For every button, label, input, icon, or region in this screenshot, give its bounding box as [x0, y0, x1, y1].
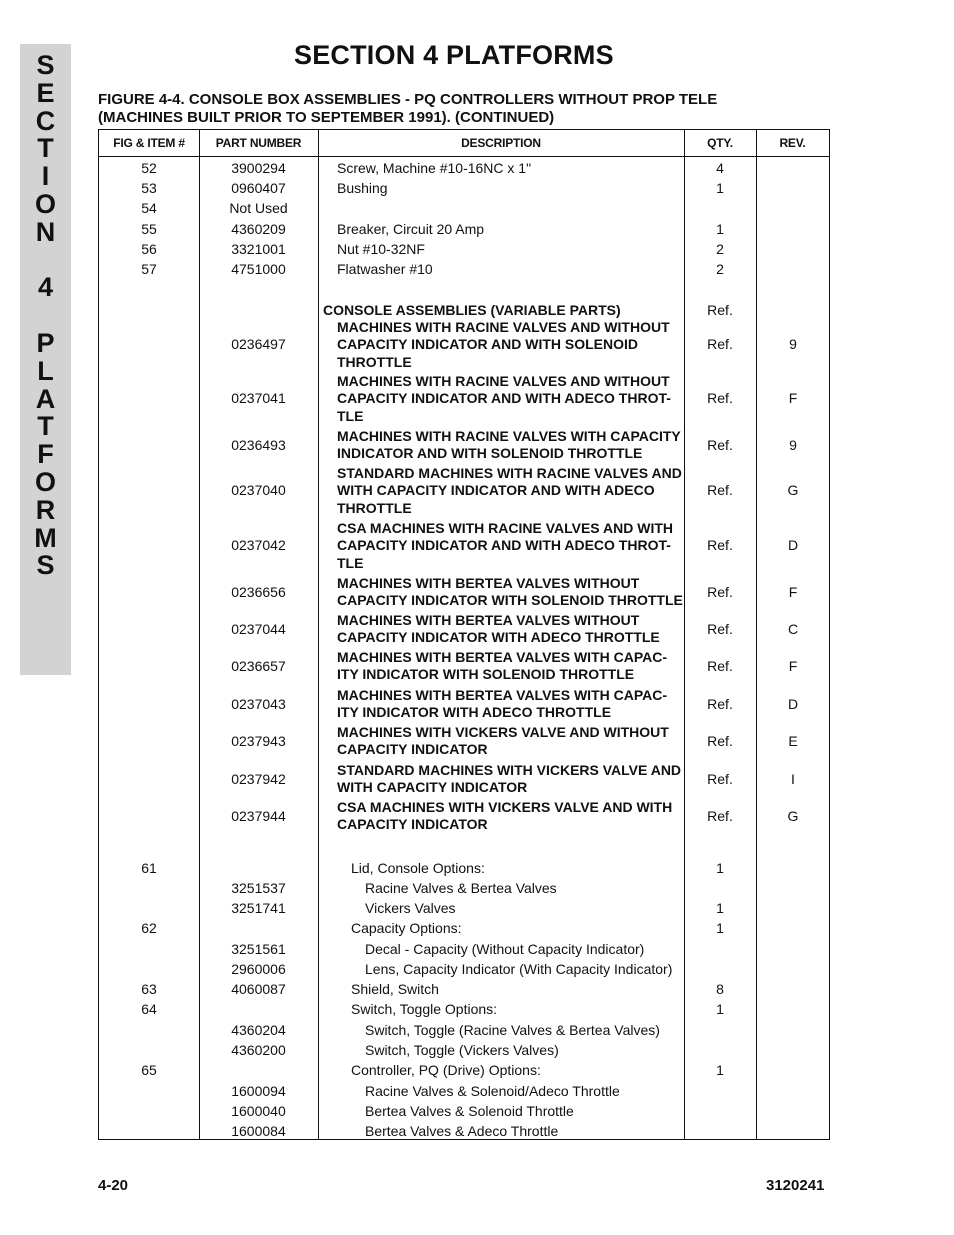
description — [351, 1060, 701, 1080]
table-row — [99, 219, 829, 239]
revision: G — [787, 482, 799, 498]
side-tab-letter — [20, 302, 71, 330]
part-number: 0237043 — [231, 696, 286, 712]
quantity: Ref. — [707, 537, 733, 553]
quantity: Ref. — [707, 733, 733, 749]
description-line: CAPACITY INDICATOR — [337, 741, 488, 758]
description — [337, 239, 687, 259]
description — [337, 219, 687, 239]
table-row — [99, 979, 829, 999]
part-number: 0236656 — [231, 584, 286, 600]
description-line: WITH CAPACITY INDICATOR AND WITH ADECO — [337, 482, 655, 499]
quantity: 1 — [716, 920, 724, 936]
quantity: Ref. — [707, 437, 733, 453]
part-number: 0236497 — [231, 336, 286, 352]
revision: F — [788, 390, 798, 406]
description — [365, 1081, 715, 1101]
description-line: INDICATOR AND WITH SOLENOID THROTTLE — [337, 445, 643, 462]
table-row — [99, 858, 829, 878]
description-line: Switch, Toggle Options: — [351, 1001, 498, 1017]
part-number: 0237040 — [231, 482, 286, 498]
side-tab-letter: O — [34, 188, 56, 219]
quantity: Ref. — [707, 696, 733, 712]
description-line: TLE — [337, 407, 364, 424]
part-number: 3251537 — [231, 880, 286, 896]
figure-title — [98, 91, 818, 127]
item-number: 62 — [141, 920, 157, 936]
description-line: Nut #10-32NF — [337, 241, 425, 257]
table-row — [99, 939, 829, 959]
side-tab-letter — [20, 247, 71, 275]
table-row — [99, 878, 829, 898]
item-number: 53 — [141, 180, 157, 196]
item-number: 65 — [141, 1062, 157, 1078]
part-number: 0236657 — [231, 658, 286, 674]
description — [351, 918, 701, 938]
description — [351, 979, 701, 999]
table-row — [99, 1060, 829, 1080]
part-number: 4360204 — [231, 1022, 286, 1038]
quantity: 1 — [716, 900, 724, 916]
description-line: CAPACITY INDICATOR WITH SOLENOID THROTTLE — [337, 592, 683, 609]
side-tab-letter: N — [35, 216, 56, 247]
quantity: Ref. — [707, 336, 733, 352]
quantity: Ref. — [707, 482, 733, 498]
description — [337, 178, 687, 198]
description-line: Shield, Switch — [351, 981, 439, 997]
parts-table — [98, 129, 830, 1140]
item-number: 56 — [141, 241, 157, 257]
quantity: 2 — [716, 261, 724, 277]
description — [337, 520, 687, 572]
description-line: Racine Valves & Bertea Valves — [365, 880, 557, 896]
description-line: MACHINES WITH BERTEA VALVES WITHOUT — [337, 612, 640, 628]
part-number: 0237044 — [231, 621, 286, 637]
part-number: 0960407 — [231, 180, 286, 196]
table-row — [99, 300, 829, 320]
description — [365, 878, 715, 898]
revision: F — [788, 584, 798, 600]
item-number: 52 — [141, 160, 157, 176]
quantity: 4 — [716, 160, 724, 176]
table-row — [99, 239, 829, 259]
part-number: 1600094 — [231, 1083, 286, 1099]
description — [365, 1101, 715, 1121]
quantity: Ref. — [707, 621, 733, 637]
side-tab-letter: 4 — [37, 272, 54, 303]
description — [337, 259, 687, 279]
description-line: Vickers Valves — [365, 900, 456, 916]
table-row — [99, 158, 829, 178]
revision: D — [787, 696, 799, 712]
description — [365, 939, 715, 959]
description-line: STANDARD MACHINES WITH RACINE VALVES AND — [337, 465, 682, 481]
table-row — [99, 465, 829, 517]
table-row — [99, 575, 829, 610]
page-number: 4-20 — [98, 1177, 129, 1194]
header-description: DESCRIPTION — [461, 136, 541, 150]
description-line: CONSOLE ASSEMBLIES (VARIABLE PARTS) — [323, 302, 621, 318]
description — [337, 465, 687, 517]
description-line: Screw, Machine #10-16NC x 1" — [337, 160, 532, 176]
item-number: 57 — [141, 261, 157, 277]
quantity: 1 — [716, 221, 724, 237]
item-number: 55 — [141, 221, 157, 237]
description-line: STANDARD MACHINES WITH VICKERS VALVE AND — [337, 762, 682, 778]
description — [337, 373, 687, 425]
revision: E — [788, 733, 798, 749]
description-line: Bertea Valves & Solenoid Throttle — [365, 1103, 574, 1119]
table-row — [99, 259, 829, 279]
side-tab-letter: L — [37, 355, 54, 386]
description — [337, 319, 687, 371]
table-row — [99, 612, 829, 647]
table-row — [99, 198, 829, 218]
header-rev: REV. — [779, 136, 806, 150]
revision: G — [787, 808, 799, 824]
description-line: MACHINES WITH RACINE VALVES AND WITHOUT — [337, 319, 670, 335]
revision: 9 — [789, 437, 797, 453]
part-number: 2960006 — [231, 961, 286, 977]
side-tab-letter: P — [36, 327, 55, 358]
description — [337, 575, 687, 610]
description — [365, 1040, 715, 1060]
quantity: 2 — [716, 241, 724, 257]
table-row — [99, 799, 829, 834]
side-tab-letter: I — [41, 161, 50, 192]
description-line: Bertea Valves & Adeco Throttle — [365, 1123, 559, 1139]
description — [351, 999, 701, 1019]
quantity: 8 — [716, 981, 724, 997]
description-line: MACHINES WITH BERTEA VALVES WITH CAPAC- — [337, 687, 668, 703]
description-line: Switch, Toggle (Vickers Valves) — [365, 1042, 559, 1058]
description-line: THROTTLE — [337, 353, 412, 370]
part-number: 4360200 — [231, 1042, 286, 1058]
description — [365, 959, 715, 979]
part-number: Not Used — [229, 200, 288, 216]
table-row — [99, 762, 829, 797]
part-number: 0237943 — [231, 733, 286, 749]
description-line: ITY INDICATOR WITH SOLENOID THROTTLE — [337, 666, 635, 683]
description-line: MACHINES WITH BERTEA VALVES WITHOUT — [337, 575, 640, 591]
part-number: 0237942 — [231, 771, 286, 787]
part-number: 1600040 — [231, 1103, 286, 1119]
description — [337, 158, 687, 178]
description-line: MACHINES WITH BERTEA VALVES WITH CAPAC- — [337, 649, 668, 665]
table-row — [99, 959, 829, 979]
quantity: 1 — [716, 1062, 724, 1078]
header-divider — [99, 156, 829, 157]
side-tab-letter: O — [34, 466, 56, 497]
description-line: CAPACITY INDICATOR AND WITH SOLENOID — [337, 336, 638, 353]
revision: D — [787, 537, 799, 553]
description — [337, 799, 687, 834]
quantity: Ref. — [707, 658, 733, 674]
table-row — [99, 373, 829, 425]
description-line: Decal - Capacity (Without Capacity Indicator) — [365, 941, 645, 957]
side-tab-letter: A — [35, 383, 56, 414]
quantity: 1 — [716, 860, 724, 876]
side-tab-letter: R — [35, 494, 56, 525]
quantity: 1 — [716, 180, 724, 196]
description — [323, 300, 683, 320]
table-row — [99, 1081, 829, 1101]
revision: C — [787, 621, 799, 637]
part-number: 0236493 — [231, 437, 286, 453]
description — [365, 1020, 715, 1040]
header-qty: QTY. — [707, 136, 733, 150]
quantity: Ref. — [707, 390, 733, 406]
side-tab-letter: S — [36, 550, 55, 581]
description — [337, 724, 687, 759]
table-row — [99, 724, 829, 759]
item-number: 64 — [141, 1001, 157, 1017]
part-number: 0237944 — [231, 808, 286, 824]
part-number: 3251561 — [231, 941, 286, 957]
table-row — [99, 918, 829, 938]
part-number: 4360209 — [231, 221, 286, 237]
table-row — [99, 1020, 829, 1040]
quantity: 1 — [716, 1001, 724, 1017]
description — [365, 898, 715, 918]
part-number: 3900294 — [231, 160, 286, 176]
table-row — [99, 687, 829, 722]
item-number: 61 — [141, 860, 157, 876]
description-line: CSA MACHINES WITH VICKERS VALVE AND WITH — [337, 799, 673, 815]
description — [337, 428, 687, 463]
table-row — [99, 898, 829, 918]
description-line: Bushing — [337, 180, 388, 196]
description-line: Flatwasher #10 — [337, 261, 433, 277]
description — [351, 858, 701, 878]
side-tab-letter: C — [35, 105, 56, 136]
table-row — [99, 1040, 829, 1060]
item-number: 63 — [141, 981, 157, 997]
figure-title-line2: (MACHINES BUILT PRIOR TO SEPTEMBER 1991). (CONTINUED) — [98, 109, 555, 126]
part-number: 4751000 — [231, 261, 286, 277]
part-number: 1600084 — [231, 1123, 286, 1139]
side-tab-letter: F — [37, 439, 54, 470]
side-tab-letter: T — [37, 133, 54, 164]
description-line: THROTTLE — [337, 499, 412, 516]
revision: F — [788, 658, 798, 674]
description-line: CSA MACHINES WITH RACINE VALVES AND WITH — [337, 520, 673, 536]
description-line: Controller, PQ (Drive) Options: — [351, 1062, 541, 1078]
quantity: Ref. — [707, 584, 733, 600]
part-number: 0237042 — [231, 537, 286, 553]
quantity: Ref. — [707, 808, 733, 824]
description-line: WITH CAPACITY INDICATOR — [337, 779, 528, 796]
description — [337, 612, 687, 647]
description — [337, 687, 687, 722]
description-line: CAPACITY INDICATOR AND WITH ADECO THROT- — [337, 390, 671, 407]
table-row — [99, 319, 829, 371]
figure-title-line1: FIGURE 4-4. CONSOLE BOX ASSEMBLIES - PQ CONTROLLERS WITHOUT PROP TELE — [98, 91, 718, 108]
quantity: Ref. — [707, 771, 733, 787]
description-line: CAPACITY INDICATOR WITH ADECO THROTTLE — [337, 629, 660, 646]
description-line: Switch, Toggle (Racine Valves & Bertea Valves) — [365, 1022, 660, 1038]
description-line: Breaker, Circuit 20 Amp — [337, 221, 485, 237]
description — [365, 1121, 715, 1141]
table-row — [99, 649, 829, 684]
table-row — [99, 428, 829, 463]
part-number: 0237041 — [231, 390, 286, 406]
side-tab-letter: S — [36, 50, 55, 80]
description-line: TLE — [337, 554, 364, 571]
revision: I — [791, 771, 795, 787]
part-number: 3321001 — [231, 241, 286, 257]
description-line: ITY INDICATOR WITH ADECO THROTTLE — [337, 704, 612, 721]
description-line: CAPACITY INDICATOR — [337, 816, 488, 833]
revision: 9 — [789, 336, 797, 352]
side-tab-letters — [20, 52, 71, 580]
table-row — [99, 178, 829, 198]
part-number: 4060087 — [231, 981, 286, 997]
description-line: CAPACITY INDICATOR AND WITH ADECO THROT- — [337, 537, 671, 554]
description-line: Racine Valves & Solenoid/Adeco Throttle — [365, 1083, 620, 1099]
part-number: 3251741 — [231, 900, 286, 916]
description-line: MACHINES WITH RACINE VALVES WITH CAPACITY — [337, 428, 681, 444]
item-number: 54 — [141, 200, 157, 216]
table-row — [99, 520, 829, 572]
description — [337, 649, 687, 684]
side-tab-letter: T — [37, 411, 54, 442]
side-tab-letter: E — [36, 77, 55, 108]
header-fig: FIG & ITEM # — [113, 136, 185, 150]
side-tab-letter: M — [34, 522, 57, 553]
description — [337, 762, 687, 797]
quantity: Ref. — [707, 302, 733, 318]
table-row — [99, 999, 829, 1019]
section-title: SECTION 4 PLATFORMS — [294, 40, 614, 70]
description-line: MACHINES WITH RACINE VALVES AND WITHOUT — [337, 373, 670, 389]
description-line: Capacity Options: — [351, 920, 462, 936]
document-number: 3120241 — [766, 1177, 825, 1194]
header-part-number: PART NUMBER — [215, 136, 302, 150]
table-row — [99, 1121, 829, 1141]
description-line: MACHINES WITH VICKERS VALVE AND WITHOUT — [337, 724, 669, 740]
description-line: Lid, Console Options: — [351, 860, 485, 876]
table-row — [99, 1101, 829, 1121]
description-line: Lens, Capacity Indicator (With Capacity Indicator) — [365, 961, 673, 977]
section-side-tab — [20, 44, 71, 675]
